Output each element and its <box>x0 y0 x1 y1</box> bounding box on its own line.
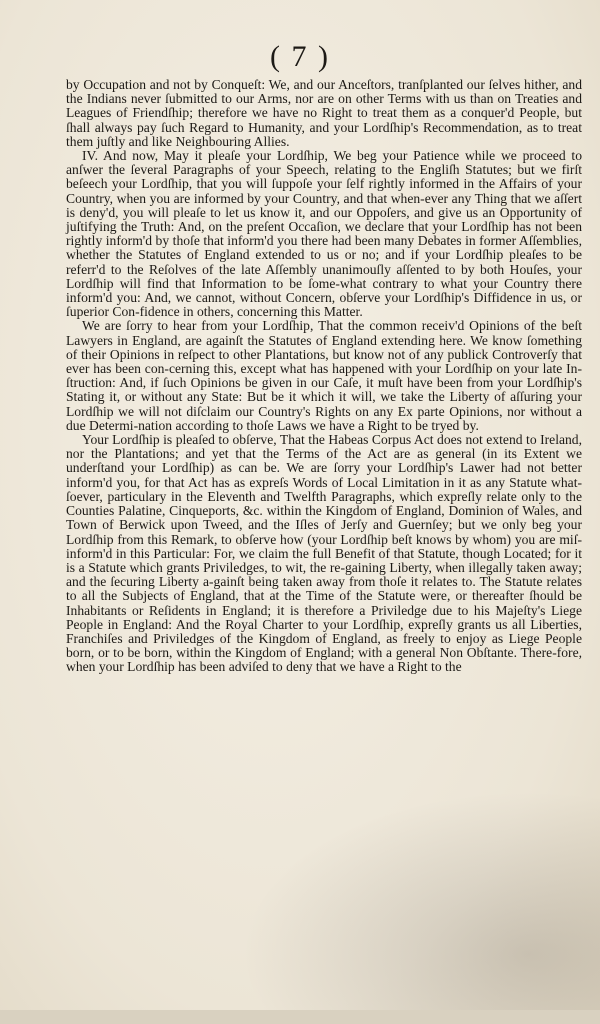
paragraph-occupation: by Occupation and not by Conqueſt: We, and our Anceſtors, tranſplanted our ſelves hither, and the Indians never ſubmitted to our Arms, nor are on other Terms with us than on Treaties and Leagues of Friendſhip; therefore we have no Right to treat them as a conquer'd People, but ſhall always pay ſuch Regard to Humanity, and your Lordſhip's Recommendation, as to treat them juſtly and like Neighbouring Allies. <box>66 77 582 149</box>
paragraph-lawyers-opinions: We are ſorry to hear from your Lordſhip, That the common receiv'd Opinions of the beſt Lawyers in England, are againſt the Statutes of England extending here. We know ſomething of their Opinions in reſpect to other Plantations, but know not of any publick Controverſy that ever has been con-cerning this, except what has happened with your Lordſhip on your late In-ſtruction: And, if ſuch Opinions be given in our Caſe, it muſt have been from your Lordſhip's Stating it, or without any State: But be it which it will, we take the Liberty of aſſuring your Lordſhip we will not diſclaim our Country's Rights on any Ex parte Opinions, nor without a due Determi-nation according to thoſe Laws we have a Right to be tryed by. <box>66 318 582 433</box>
page-bottom-edge <box>0 1010 600 1024</box>
paragraph-english-statutes: IV. And now, May it pleaſe your Lordſhip, We beg your Patience while we proceed to anſwer the ſeveral Paragraphs of your Speech, relating to the Engliſh Statutes; but we firſt beſeech your Lordſhip, that you will ſuppoſe your ſelf rightly informed in the Affairs of your Country, when you are informed by your Country, and that when-ever any Thing that we aſſert is deny'd, you will pleaſe to let us know it, and our Oppoſers, and give us an Opportunity of juſtifying the Truth: And, on the preſent Occaſion, we declare that your Lordſhip has not been rightly inform'd by thoſe that inform'd you there had been many Debates in former Aſſemblies, whether the Statutes of England extended to us or no; and if your Lordſhip pleaſes to be referr'd to the Reſolves of the late Aſſembly unanimouſly aſſented to by both Houſes, your Lordſhip will find that Information to be ſome-what contrary to what your Country there inform'd you: And, we cannot, without Concern, obſerve your Lordſhip's Diffidence in us, or ſuperior Con-fidence in others, concerning this Matter. <box>66 148 582 320</box>
page-number: ( 7 ) <box>270 40 330 73</box>
body-text <box>66 78 582 675</box>
paragraph-habeas-corpus: Your Lordſhip is pleaſed to obſerve, That the Habeas Corpus Act does not extend to Ireland, nor the Plantations; and yet that the Terms of the Act are as general (in its Extent we underſtand your Lordſhip) as can be. We are ſorry your Lordſhip's Lawer had not better inform'd you, for that Act has as expreſs Words of Local Limitation in it as any Statute what-ſoever, particulary in the Eleventh and Twelfth Paragraphs, which expreſly relate only to the Counties Palatine, Cinqueports, &c. within the Kingdom of England, Dominion of Wales, and Town of Berwick upon Tweed, and the Iſles of Jerſy and Guernſey; but we only beg your Lordſhip from this Remark, to obſerve how (your Lordſhip beſt knows by whom) you are miſ-inform'd in this Particular: For, we claim the full Benefit of that Statute, though Located; for it is a Statute which grants Priviledges, to wit, the re-gaining Liberty, when illegally taken away; and the ſecuring Liberty a-gainſt being taken away from thoſe it relates to. The Statute relates to all the Subjects of England, that at the Time of the Statute were, or thereafter ſhould be Inhabitants or Reſidents in England; it is therefore a Priviledge due to his Majeſty's Liege People in England: And the Royal Charter to your Lordſhip, expreſly grants us all Liberties, Franchiſes and Priviledges of the Kingdom of England, as freely to enjoy as Liege People born, or to be born, within the Kingdom of England; with a general Non Obſtante. There-fore, when your Lordſhip has been adviſed to deny that we have a Right to the <box>66 432 582 675</box>
page-stain <box>240 790 600 1024</box>
